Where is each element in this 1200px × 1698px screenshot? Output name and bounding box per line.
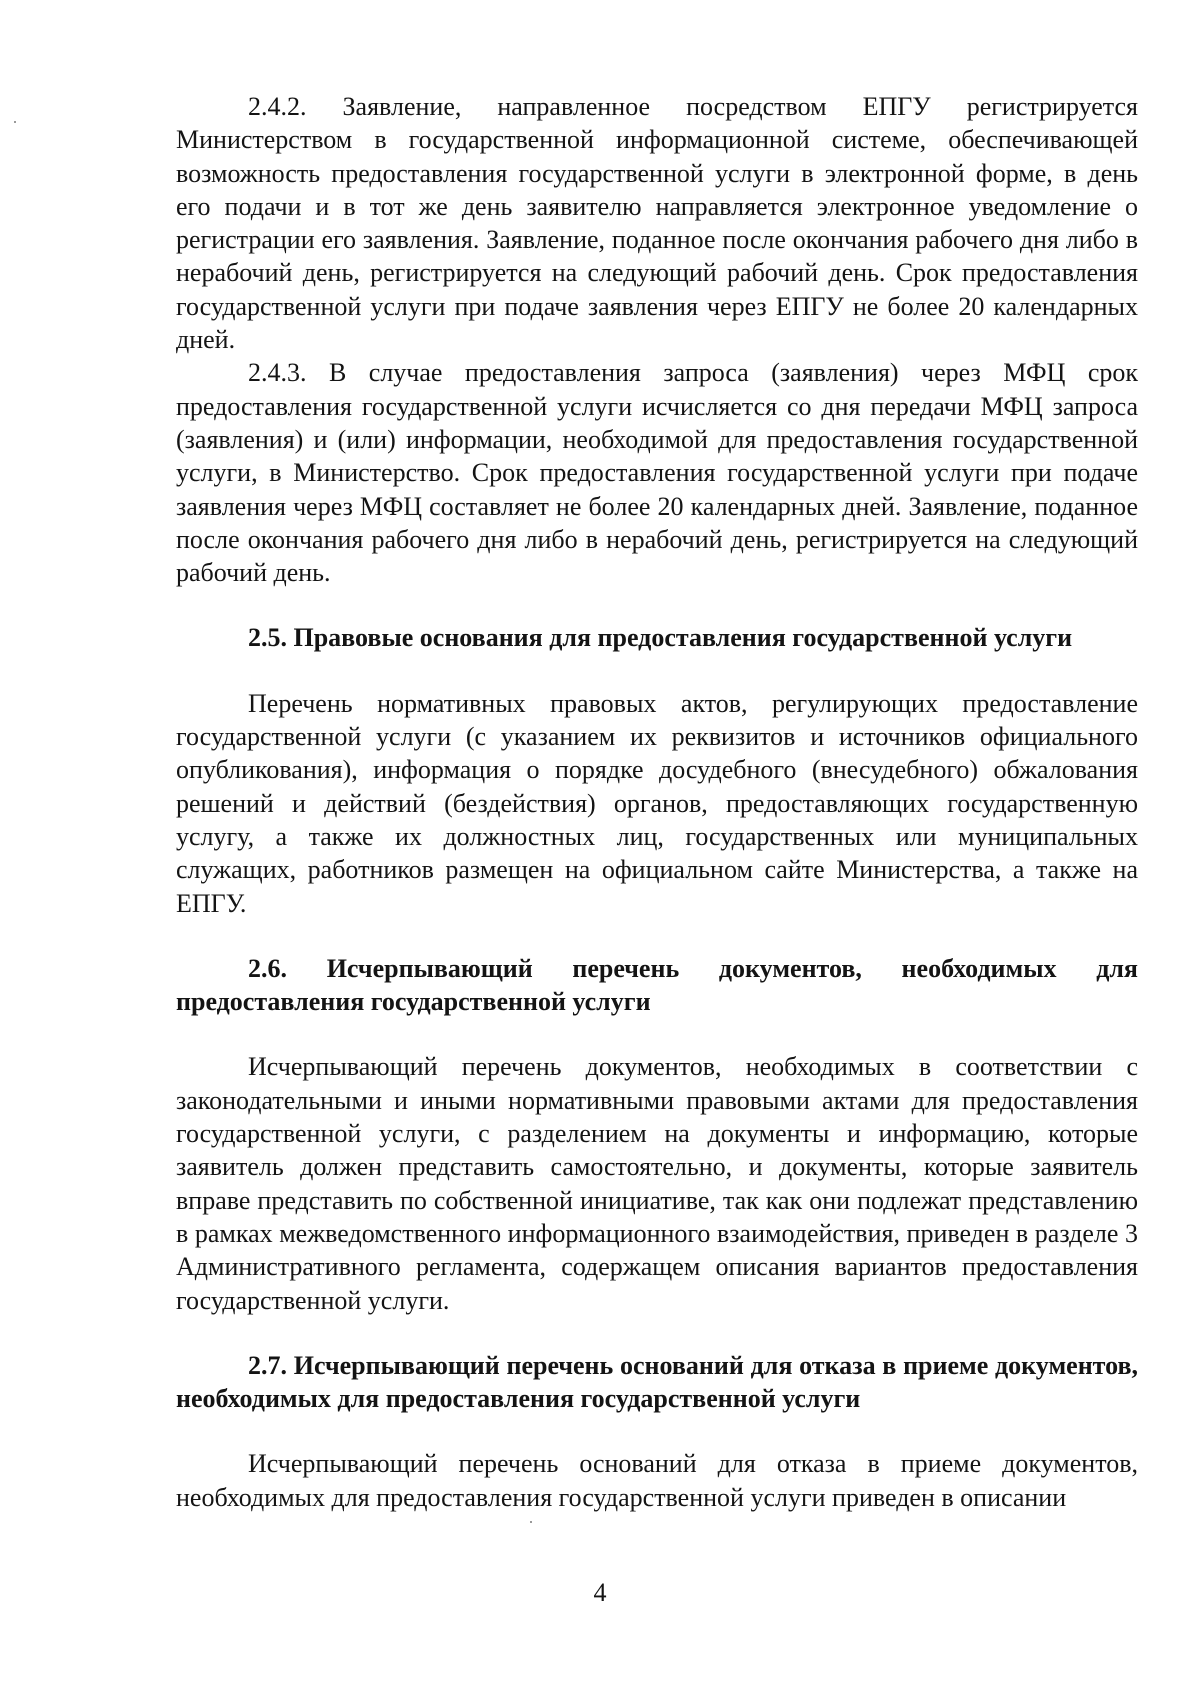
- section-gap: [176, 920, 1138, 952]
- heading-2-7: 2.7. Исчерпывающий перечень оснований для отказа в приеме документов, необходимых для предоставления государственной услуги: [176, 1350, 1138, 1414]
- heading-2-5: 2.5. Правовые основания для предоставления государственной услуги: [248, 623, 1073, 653]
- section-gap: [176, 589, 1138, 621]
- scan-speck: [14, 121, 16, 123]
- page-number: 4: [593, 1578, 607, 1607]
- section-gap: [176, 1415, 1138, 1447]
- paragraph-2-4-3: 2.4.3. В случае предоставления запроса (заявления) через МФЦ срок предоставления государственной услуги исчисляется со дня передачи МФЦ запроса (заявления) и (или) информации, необходимой для предоставления государственной услуги, в Министерство. Срок предоставления государственной услуги при подаче заявления через МФЦ составляет не более 20 календарных дней. Заявление, поданное после окончания рабочего дня либо в нерабочий день, регистрируется на следующий рабочий день.: [176, 358, 1138, 588]
- paragraph-2-7: Исчерпывающий перечень оснований для отказа в приеме документов, необходимых для предоставления государственной услуги приведен в описании: [176, 1449, 1138, 1512]
- section-gap: [176, 1018, 1138, 1050]
- section-gap: [176, 1317, 1138, 1349]
- heading-2-6: 2.6. Исчерпывающий перечень документов, необходимых для предоставления государственной услуги: [176, 953, 1138, 1017]
- paragraph-2-6: Исчерпывающий перечень документов, необходимых в соответствии с законодательными и иными нормативными правовыми актами для предоставления государственной услуги, с разделением на документы и информацию, которые заявитель должен представить самостоятельно, и документы, которые заявитель вправе представить по собственной инициативе, так как они подлежат представлению в рамках межведомственного информационного взаимодействия, приведен в разделе 3 Административного регламента, содержащем описания вариантов предоставления государственной услуги.: [176, 1052, 1138, 1315]
- section-gap: [176, 655, 1138, 687]
- scan-speck: [530, 1521, 532, 1523]
- paragraph-2-4-2: 2.4.2. Заявление, направленное посредством ЕПГУ регистрируется Министерством в государственной информационной системе, обеспечивающей возможность предоставления государственной услуги в электронной форме, в день его подачи и в тот же день заявителю направляется электронное уведомление о регистрации его заявления. Заявление, поданное после окончания рабочего дня либо в нерабочий день, регистрируется на следующий рабочий день. Срок предоставления государственной услуги при подаче заявления через ЕПГУ не более 20 календарных дней.: [176, 92, 1138, 355]
- paragraph-2-5: Перечень нормативных правовых актов, регулирующих предоставление государственной услуги (с указанием их реквизитов и источников официального опубликования), информация о порядке досудебного (внесудебного) обжалования решений и действий (бездействия) органов, предоставляющих государственную услугу, а также их должностных лиц, государственных или муниципальных служащих, работников размещен на официальном сайте Министерства, а также на ЕПГУ.: [176, 688, 1138, 918]
- document-body: [176, 90, 1138, 1514]
